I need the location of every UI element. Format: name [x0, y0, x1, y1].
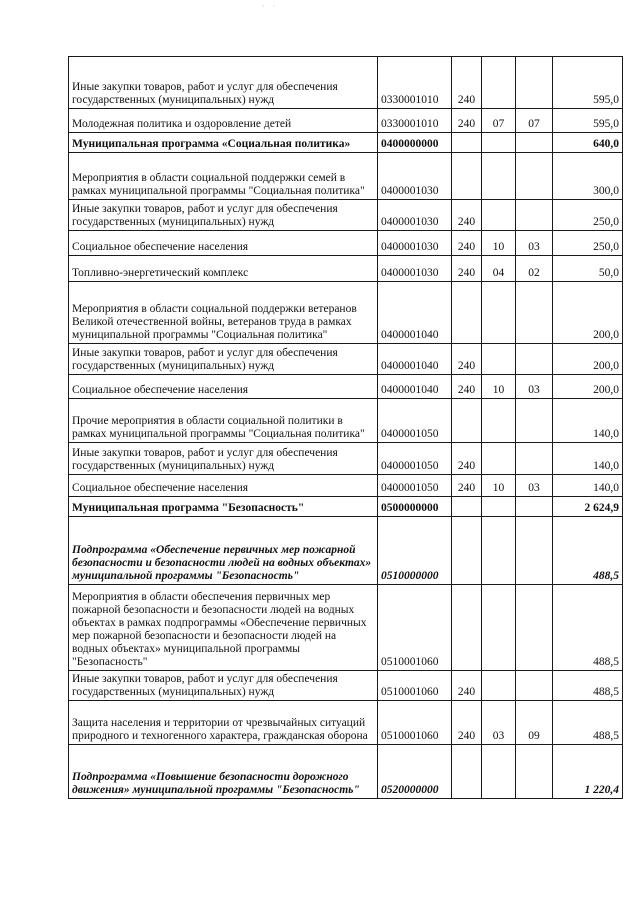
- subsection-code-cell: [516, 57, 553, 109]
- section-code-cell: [482, 57, 516, 109]
- amount-cell: 595,0: [553, 57, 623, 109]
- table-row: [69, 399, 623, 443]
- amount-cell: 488,5: [553, 671, 623, 701]
- section-code-cell: [482, 344, 516, 375]
- section-code-cell: [482, 133, 516, 153]
- subsection-code-cell: 02: [516, 256, 553, 282]
- section-code-cell: 10: [482, 375, 516, 399]
- item-name-cell: Подпрограмма «Повышение безопасности дорожного движения» муниципальной программы "Безопасность": [69, 745, 378, 799]
- subsection-code-cell: [516, 497, 553, 517]
- amount-cell: 140,0: [553, 399, 623, 443]
- amount-cell: 488,5: [553, 585, 623, 671]
- target-code-cell: 0510000000: [378, 517, 452, 585]
- subsection-code-cell: [516, 344, 553, 375]
- item-name-cell: Мероприятия в области обеспечения первичных мер пожарной безопасности и безопасности людей на водных объектах в рамках подпрограммы «Обеспечение первичных мер пожарной безопасности и безопасности людей на водных объектах» муниципальной программы "Безопасность": [69, 585, 378, 671]
- table-row: [69, 109, 623, 133]
- amount-cell: 200,0: [553, 282, 623, 344]
- table-row: [69, 375, 623, 399]
- subsection-code-cell: [516, 399, 553, 443]
- table-row: [69, 57, 623, 109]
- section-code-cell: [482, 200, 516, 231]
- subsection-code-cell: [516, 200, 553, 231]
- target-code-cell: 0510001060: [378, 671, 452, 701]
- expense-type-code-cell: [452, 133, 482, 153]
- item-name-cell: Мероприятия в области социальной поддержки семей в рамках муниципальной программы "Социальная политика": [69, 153, 378, 200]
- amount-cell: 250,0: [553, 200, 623, 231]
- scan-marks: · ·: [262, 2, 279, 11]
- item-name-cell: Социальное обеспечение населения: [69, 475, 378, 497]
- subsection-code-cell: [516, 153, 553, 200]
- table-row: [69, 585, 623, 671]
- table-row: [69, 344, 623, 375]
- item-name-cell: Топливно-энергетический комплекс: [69, 256, 378, 282]
- subsection-code-cell: [516, 133, 553, 153]
- expense-type-code-cell: [452, 745, 482, 799]
- section-code-cell: 04: [482, 256, 516, 282]
- amount-cell: 488,5: [553, 517, 623, 585]
- section-code-cell: [482, 399, 516, 443]
- item-name-cell: Муниципальная программа «Социальная политика»: [69, 133, 378, 153]
- subsection-code-cell: 09: [516, 701, 553, 745]
- expense-type-code-cell: 240: [452, 671, 482, 701]
- target-code-cell: 0400001030: [378, 256, 452, 282]
- table-row: [69, 517, 623, 585]
- subsection-code-cell: 03: [516, 475, 553, 497]
- subsection-code-cell: [516, 745, 553, 799]
- subsection-code-cell: [516, 517, 553, 585]
- expense-type-code-cell: [452, 282, 482, 344]
- target-code-cell: 0520000000: [378, 745, 452, 799]
- amount-cell: 200,0: [553, 344, 623, 375]
- expense-type-code-cell: [452, 399, 482, 443]
- target-code-cell: 0400001050: [378, 399, 452, 443]
- item-name-cell: Молодежная политика и оздоровление детей: [69, 109, 378, 133]
- target-code-cell: 0400001030: [378, 231, 452, 256]
- subsection-code-cell: [516, 443, 553, 475]
- section-code-cell: [482, 497, 516, 517]
- table-row: [69, 256, 623, 282]
- subsection-code-cell: 03: [516, 231, 553, 256]
- target-code-cell: 0510001060: [378, 701, 452, 745]
- expense-type-code-cell: [452, 517, 482, 585]
- item-name-cell: Защита населения и территории от чрезвычайных ситуаций природного и техногенного характера, гражданская оборона: [69, 701, 378, 745]
- expense-type-code-cell: 240: [452, 475, 482, 497]
- target-code-cell: 0400001040: [378, 344, 452, 375]
- table-row: [69, 497, 623, 517]
- target-code-cell: 0400001030: [378, 153, 452, 200]
- target-code-cell: 0400000000: [378, 133, 452, 153]
- item-name-cell: Иные закупки товаров, работ и услуг для обеспечения государственных (муниципальных) нужд: [69, 671, 378, 701]
- expense-type-code-cell: 240: [452, 57, 482, 109]
- subsection-code-cell: [516, 671, 553, 701]
- amount-cell: 200,0: [553, 375, 623, 399]
- amount-cell: 50,0: [553, 256, 623, 282]
- item-name-cell: Социальное обеспечение населения: [69, 375, 378, 399]
- table-row: [69, 133, 623, 153]
- section-code-cell: [482, 585, 516, 671]
- section-code-cell: [482, 153, 516, 200]
- target-code-cell: 0400001050: [378, 443, 452, 475]
- table-row: [69, 745, 623, 799]
- target-code-cell: 0400001050: [378, 475, 452, 497]
- section-code-cell: 03: [482, 701, 516, 745]
- item-name-cell: Прочие мероприятия в области социальной политики в рамках муниципальной программы "Социальная политика": [69, 399, 378, 443]
- target-code-cell: 0400001040: [378, 375, 452, 399]
- amount-cell: 140,0: [553, 475, 623, 497]
- amount-cell: 640,0: [553, 133, 623, 153]
- expense-type-code-cell: [452, 497, 482, 517]
- target-code-cell: 0330001010: [378, 57, 452, 109]
- section-code-cell: 10: [482, 475, 516, 497]
- item-name-cell: Социальное обеспечение населения: [69, 231, 378, 256]
- expense-type-code-cell: 240: [452, 443, 482, 475]
- table-row: [69, 701, 623, 745]
- budget-table: [68, 56, 623, 799]
- amount-cell: 1 220,4: [553, 745, 623, 799]
- amount-cell: 300,0: [553, 153, 623, 200]
- expense-type-code-cell: 240: [452, 701, 482, 745]
- amount-cell: 595,0: [553, 109, 623, 133]
- section-code-cell: [482, 745, 516, 799]
- item-name-cell: Подпрограмма «Обеспечение первичных мер пожарной безопасности и безопасности людей на водных объектах» муниципальной программы "Безопасность": [69, 517, 378, 585]
- subsection-code-cell: 07: [516, 109, 553, 133]
- section-code-cell: 07: [482, 109, 516, 133]
- table-row: [69, 231, 623, 256]
- target-code-cell: 0510001060: [378, 585, 452, 671]
- item-name-cell: Иные закупки товаров, работ и услуг для обеспечения государственных (муниципальных) нужд: [69, 200, 378, 231]
- subsection-code-cell: [516, 585, 553, 671]
- expense-type-code-cell: 240: [452, 256, 482, 282]
- target-code-cell: 0400001040: [378, 282, 452, 344]
- target-code-cell: 0400001030: [378, 200, 452, 231]
- item-name-cell: Мероприятия в области социальной поддержки ветеранов Великой отечественной войны, ветеранов труда в рамках муниципальной программы "Социальная политика": [69, 282, 378, 344]
- table-row: [69, 200, 623, 231]
- target-code-cell: 0330001010: [378, 109, 452, 133]
- section-code-cell: [482, 671, 516, 701]
- table-row: [69, 282, 623, 344]
- expense-type-code-cell: 240: [452, 231, 482, 256]
- item-name-cell: Иные закупки товаров, работ и услуг для обеспечения государственных (муниципальных) нужд: [69, 443, 378, 475]
- budget-table-body: [69, 57, 623, 799]
- section-code-cell: 10: [482, 231, 516, 256]
- amount-cell: 2 624,9: [553, 497, 623, 517]
- expense-type-code-cell: 240: [452, 200, 482, 231]
- section-code-cell: [482, 443, 516, 475]
- subsection-code-cell: [516, 282, 553, 344]
- subsection-code-cell: 03: [516, 375, 553, 399]
- item-name-cell: Муниципальная программа "Безопасность": [69, 497, 378, 517]
- amount-cell: 488,5: [553, 701, 623, 745]
- section-code-cell: [482, 282, 516, 344]
- amount-cell: 140,0: [553, 443, 623, 475]
- amount-cell: 250,0: [553, 231, 623, 256]
- item-name-cell: Иные закупки товаров, работ и услуг для обеспечения государственных (муниципальных) нужд: [69, 57, 378, 109]
- table-row: [69, 475, 623, 497]
- expense-type-code-cell: 240: [452, 375, 482, 399]
- table-row: [69, 671, 623, 701]
- expense-type-code-cell: 240: [452, 344, 482, 375]
- expense-type-code-cell: [452, 585, 482, 671]
- table-row: [69, 153, 623, 200]
- expense-type-code-cell: [452, 153, 482, 200]
- target-code-cell: 0500000000: [378, 497, 452, 517]
- expense-type-code-cell: 240: [452, 109, 482, 133]
- table-row: [69, 443, 623, 475]
- section-code-cell: [482, 517, 516, 585]
- item-name-cell: Иные закупки товаров, работ и услуг для обеспечения государственных (муниципальных) нужд: [69, 344, 378, 375]
